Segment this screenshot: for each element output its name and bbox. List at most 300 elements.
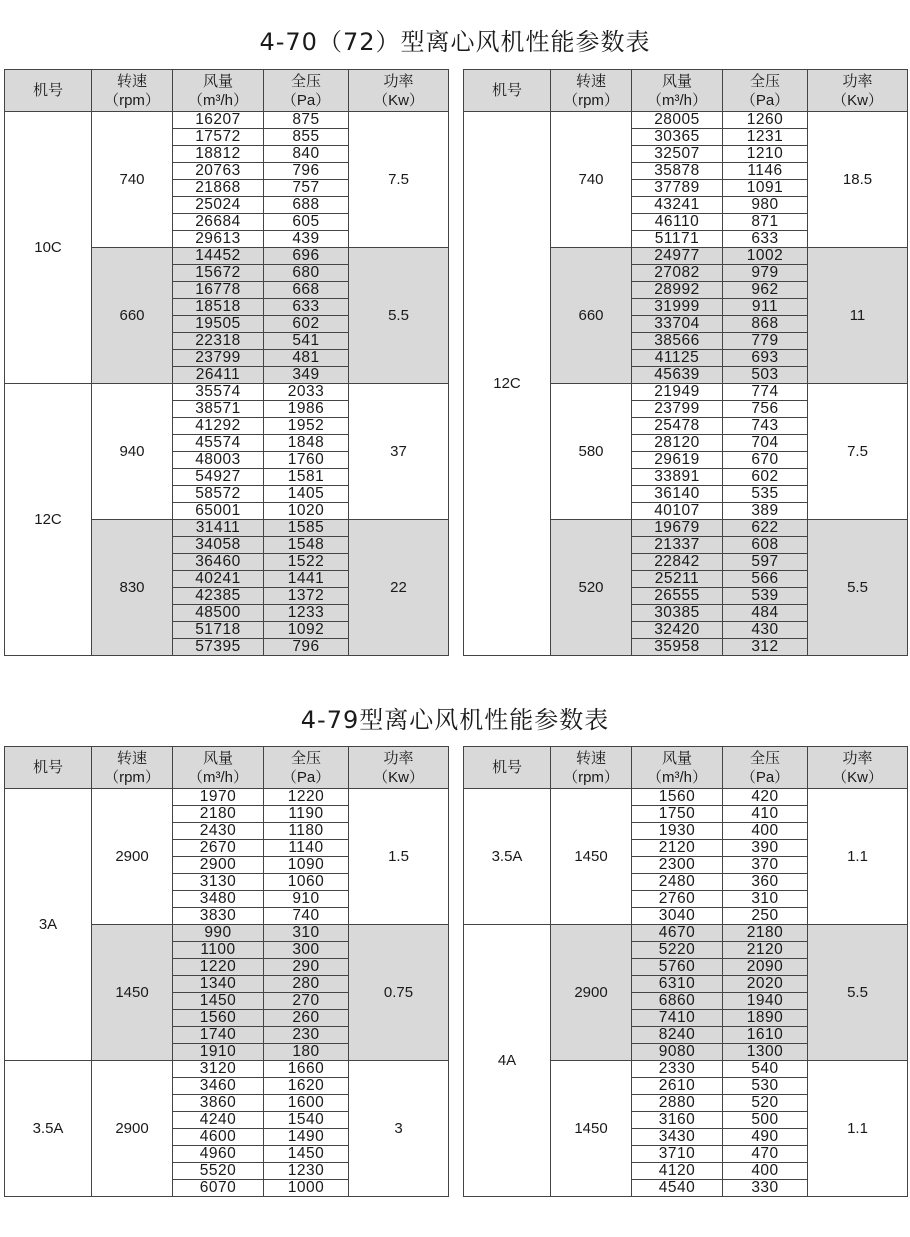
flow-cell: 16778 — [173, 282, 264, 299]
power-cell: 7.5 — [349, 112, 449, 248]
header-power-label: 功率 — [383, 72, 414, 90]
pressure-cell: 1522 — [264, 554, 349, 571]
flow-cell: 1930 — [632, 823, 723, 840]
power-cell: 1.5 — [349, 789, 449, 925]
flow-cell: 23799 — [173, 350, 264, 367]
flow-cell: 2180 — [173, 806, 264, 823]
pressure-cell: 670 — [723, 452, 808, 469]
power-cell: 5.5 — [808, 520, 908, 656]
flow-cell: 990 — [173, 925, 264, 942]
flow-cell: 31411 — [173, 520, 264, 537]
speed-cell: 2900 — [92, 1061, 173, 1197]
pressure-cell: 1000 — [264, 1180, 349, 1197]
model-cell: 4A — [464, 925, 551, 1197]
flow-cell: 40107 — [632, 503, 723, 520]
header-flow — [173, 70, 264, 112]
flow-cell: 48003 — [173, 452, 264, 469]
pressure-cell: 1450 — [264, 1146, 349, 1163]
flow-cell: 21949 — [632, 384, 723, 401]
flow-cell: 2330 — [632, 1061, 723, 1078]
table-row — [5, 1061, 449, 1078]
pressure-cell: 779 — [723, 333, 808, 350]
speed-cell: 1450 — [551, 789, 632, 925]
flow-cell: 35574 — [173, 384, 264, 401]
header-flow-label: 风量 — [661, 749, 692, 767]
header-power — [349, 70, 449, 112]
flow-cell: 3130 — [173, 874, 264, 891]
flow-cell: 2670 — [173, 840, 264, 857]
table-title-4-70: 4-70（72）型离心风机性能参数表 — [259, 28, 651, 56]
flow-cell: 29613 — [173, 231, 264, 248]
header-pressure — [723, 70, 808, 112]
header-row — [464, 747, 908, 789]
flow-cell: 46110 — [632, 214, 723, 231]
pressure-cell: 774 — [723, 384, 808, 401]
pressure-cell: 370 — [723, 857, 808, 874]
header-flow-label: 风量 — [661, 72, 692, 90]
header-power — [808, 747, 908, 789]
header-power-unit: （Kw） — [373, 768, 424, 786]
header-flow-label: 风量 — [202, 72, 233, 90]
pressure-cell: 979 — [723, 265, 808, 282]
flow-cell: 2880 — [632, 1095, 723, 1112]
flow-cell: 3160 — [632, 1112, 723, 1129]
flow-cell: 3120 — [173, 1061, 264, 1078]
pressure-cell: 1091 — [723, 180, 808, 197]
speed-cell: 830 — [92, 520, 173, 656]
flow-cell: 3040 — [632, 908, 723, 925]
flow-cell: 1220 — [173, 959, 264, 976]
header-pressure-label: 全压 — [749, 72, 780, 90]
flow-cell: 23799 — [632, 401, 723, 418]
header-power-label: 功率 — [383, 749, 414, 767]
pressure-cell: 980 — [723, 197, 808, 214]
pressure-cell: 2020 — [723, 976, 808, 993]
flow-cell: 40241 — [173, 571, 264, 588]
header-flow-label: 风量 — [202, 749, 233, 767]
header-pressure-unit: （Pa） — [740, 768, 790, 786]
pressure-cell: 389 — [723, 503, 808, 520]
pressure-cell: 1548 — [264, 537, 349, 554]
pressure-cell: 290 — [264, 959, 349, 976]
flow-cell: 34058 — [173, 537, 264, 554]
flow-cell: 28120 — [632, 435, 723, 452]
pressure-cell: 608 — [723, 537, 808, 554]
flow-cell: 20763 — [173, 163, 264, 180]
header-model: 机号 — [464, 747, 551, 789]
table-row — [5, 384, 449, 401]
header-flow — [632, 747, 723, 789]
flow-cell: 54927 — [173, 469, 264, 486]
pressure-cell: 530 — [723, 1078, 808, 1095]
pressure-cell: 2180 — [723, 925, 808, 942]
pressure-cell: 280 — [264, 976, 349, 993]
header-speed — [551, 70, 632, 112]
pressure-cell: 260 — [264, 1010, 349, 1027]
header-row — [464, 70, 908, 112]
pressure-cell: 796 — [264, 163, 349, 180]
pressure-cell: 1060 — [264, 874, 349, 891]
model-cell: 10C — [5, 112, 92, 384]
pressure-cell: 1146 — [723, 163, 808, 180]
flow-cell: 1560 — [173, 1010, 264, 1027]
flow-cell: 57395 — [173, 639, 264, 656]
pressure-cell: 743 — [723, 418, 808, 435]
flow-cell: 25024 — [173, 197, 264, 214]
power-cell: 5.5 — [349, 248, 449, 384]
pressure-cell: 484 — [723, 605, 808, 622]
pressure-cell: 1140 — [264, 840, 349, 857]
pressure-cell: 1441 — [264, 571, 349, 588]
power-cell: 18.5 — [808, 112, 908, 248]
pressure-cell: 740 — [264, 908, 349, 925]
speed-cell: 2900 — [92, 789, 173, 925]
header-flow — [632, 70, 723, 112]
model-cell: 3A — [5, 789, 92, 1061]
pressure-cell: 535 — [723, 486, 808, 503]
flow-cell: 58572 — [173, 486, 264, 503]
flow-cell: 2760 — [632, 891, 723, 908]
flow-cell: 30365 — [632, 129, 723, 146]
pressure-cell: 1092 — [264, 622, 349, 639]
speed-cell: 520 — [551, 520, 632, 656]
header-speed-unit: （rpm） — [563, 768, 619, 786]
header-flow-unit: （m³/h） — [646, 91, 707, 109]
pressure-cell: 602 — [723, 469, 808, 486]
pressure-cell: 693 — [723, 350, 808, 367]
speed-cell: 2900 — [551, 925, 632, 1061]
flow-cell: 4670 — [632, 925, 723, 942]
pressure-cell: 1372 — [264, 588, 349, 605]
flow-cell: 41125 — [632, 350, 723, 367]
flow-cell: 4600 — [173, 1129, 264, 1146]
flow-cell: 48500 — [173, 605, 264, 622]
model-cell: 3.5A — [5, 1061, 92, 1197]
pressure-cell: 439 — [264, 231, 349, 248]
pressure-cell: 1940 — [723, 993, 808, 1010]
model-cell: 12C — [464, 112, 551, 656]
header-speed — [92, 747, 173, 789]
pressure-cell: 390 — [723, 840, 808, 857]
pressure-cell: 420 — [723, 789, 808, 806]
flow-cell: 32420 — [632, 622, 723, 639]
table-row — [464, 112, 908, 129]
performance-table-4-70-right — [463, 69, 908, 656]
pressure-cell: 312 — [723, 639, 808, 656]
flow-cell: 4120 — [632, 1163, 723, 1180]
speed-cell: 740 — [92, 112, 173, 248]
flow-cell: 43241 — [632, 197, 723, 214]
pressure-cell: 633 — [723, 231, 808, 248]
header-power — [349, 747, 449, 789]
flow-cell: 8240 — [632, 1027, 723, 1044]
flow-cell: 3430 — [632, 1129, 723, 1146]
header-power-unit: （Kw） — [373, 91, 424, 109]
pressure-cell: 430 — [723, 622, 808, 639]
header-pressure-unit: （Pa） — [740, 91, 790, 109]
pressure-cell: 668 — [264, 282, 349, 299]
pressure-cell: 1490 — [264, 1129, 349, 1146]
header-pressure-label: 全压 — [749, 749, 780, 767]
header-pressure — [264, 70, 349, 112]
header-speed-label: 转速 — [116, 72, 147, 90]
header-speed-label: 转速 — [116, 749, 147, 767]
pressure-cell: 1760 — [264, 452, 349, 469]
pressure-cell: 1620 — [264, 1078, 349, 1095]
header-flow — [173, 747, 264, 789]
speed-cell: 1450 — [92, 925, 173, 1061]
flow-cell: 3710 — [632, 1146, 723, 1163]
flow-cell: 42385 — [173, 588, 264, 605]
flow-cell: 36460 — [173, 554, 264, 571]
pressure-cell: 1233 — [264, 605, 349, 622]
pressure-cell: 270 — [264, 993, 349, 1010]
pressure-cell: 1585 — [264, 520, 349, 537]
pressure-cell: 1231 — [723, 129, 808, 146]
flow-cell: 2120 — [632, 840, 723, 857]
flow-cell: 3480 — [173, 891, 264, 908]
power-cell: 1.1 — [808, 789, 908, 925]
flow-cell: 4960 — [173, 1146, 264, 1163]
flow-cell: 1740 — [173, 1027, 264, 1044]
flow-cell: 28005 — [632, 112, 723, 129]
flow-cell: 2480 — [632, 874, 723, 891]
pressure-cell: 868 — [723, 316, 808, 333]
pressure-cell: 855 — [264, 129, 349, 146]
pressure-cell: 840 — [264, 146, 349, 163]
pressure-cell: 400 — [723, 823, 808, 840]
performance-table-4-79-right — [463, 746, 908, 1197]
table-row — [5, 789, 449, 806]
flow-cell: 6070 — [173, 1180, 264, 1197]
flow-cell: 1750 — [632, 806, 723, 823]
flow-cell: 22842 — [632, 554, 723, 571]
flow-cell: 32507 — [632, 146, 723, 163]
header-power-label: 功率 — [842, 749, 873, 767]
model-cell: 3.5A — [464, 789, 551, 925]
pressure-cell: 310 — [264, 925, 349, 942]
flow-cell: 6310 — [632, 976, 723, 993]
pressure-cell: 2120 — [723, 942, 808, 959]
header-model: 机号 — [5, 747, 92, 789]
flow-cell: 5220 — [632, 942, 723, 959]
header-speed — [92, 70, 173, 112]
flow-cell: 25478 — [632, 418, 723, 435]
header-power — [808, 70, 908, 112]
flow-cell: 14452 — [173, 248, 264, 265]
flow-cell: 31999 — [632, 299, 723, 316]
header-power-unit: （Kw） — [832, 91, 883, 109]
pressure-cell: 1002 — [723, 248, 808, 265]
flow-cell: 1910 — [173, 1044, 264, 1061]
flow-cell: 45574 — [173, 435, 264, 452]
pressure-cell: 602 — [264, 316, 349, 333]
pressure-cell: 520 — [723, 1095, 808, 1112]
header-speed-label: 转速 — [575, 72, 606, 90]
pressure-cell: 300 — [264, 942, 349, 959]
pressure-cell: 633 — [264, 299, 349, 316]
header-pressure-label: 全压 — [290, 749, 321, 767]
flow-cell: 35878 — [632, 163, 723, 180]
table-row — [464, 925, 908, 942]
pressure-cell: 756 — [723, 401, 808, 418]
header-model: 机号 — [5, 70, 92, 112]
pressure-cell: 180 — [264, 1044, 349, 1061]
header-pressure-label: 全压 — [290, 72, 321, 90]
flow-cell: 3860 — [173, 1095, 264, 1112]
pressure-cell: 230 — [264, 1027, 349, 1044]
pressure-cell: 400 — [723, 1163, 808, 1180]
flow-cell: 26411 — [173, 367, 264, 384]
flow-cell: 26684 — [173, 214, 264, 231]
pressure-cell: 410 — [723, 806, 808, 823]
pressure-cell: 1220 — [264, 789, 349, 806]
pressure-cell: 680 — [264, 265, 349, 282]
header-power-unit: （Kw） — [832, 768, 883, 786]
pressure-cell: 1210 — [723, 146, 808, 163]
flow-cell: 1560 — [632, 789, 723, 806]
flow-cell: 5520 — [173, 1163, 264, 1180]
header-pressure — [264, 747, 349, 789]
pressure-cell: 2090 — [723, 959, 808, 976]
flow-cell: 51171 — [632, 231, 723, 248]
header-speed-unit: （rpm） — [104, 768, 160, 786]
flow-cell: 51718 — [173, 622, 264, 639]
pressure-cell: 875 — [264, 112, 349, 129]
speed-cell: 940 — [92, 384, 173, 520]
pressure-cell: 1986 — [264, 401, 349, 418]
flow-cell: 19679 — [632, 520, 723, 537]
header-flow-unit: （m³/h） — [187, 768, 248, 786]
flow-cell: 41292 — [173, 418, 264, 435]
flow-cell: 36140 — [632, 486, 723, 503]
flow-cell: 2300 — [632, 857, 723, 874]
power-cell: 1.1 — [808, 1061, 908, 1197]
pressure-cell: 911 — [723, 299, 808, 316]
flow-cell: 17572 — [173, 129, 264, 146]
flow-cell: 26555 — [632, 588, 723, 605]
pressure-cell: 704 — [723, 435, 808, 452]
speed-cell: 740 — [551, 112, 632, 248]
flow-cell: 18518 — [173, 299, 264, 316]
flow-cell: 22318 — [173, 333, 264, 350]
pressure-cell: 1405 — [264, 486, 349, 503]
header-speed-unit: （rpm） — [563, 91, 619, 109]
power-cell: 22 — [349, 520, 449, 656]
table-row — [464, 789, 908, 806]
model-cell: 12C — [5, 384, 92, 656]
flow-cell: 1100 — [173, 942, 264, 959]
pressure-cell: 349 — [264, 367, 349, 384]
flow-cell: 1450 — [173, 993, 264, 1010]
pressure-cell: 541 — [264, 333, 349, 350]
pressure-cell: 2033 — [264, 384, 349, 401]
pressure-cell: 1180 — [264, 823, 349, 840]
header-speed — [551, 747, 632, 789]
pressure-cell: 1848 — [264, 435, 349, 452]
flow-cell: 45639 — [632, 367, 723, 384]
flow-cell: 2900 — [173, 857, 264, 874]
power-cell: 3 — [349, 1061, 449, 1197]
pressure-cell: 500 — [723, 1112, 808, 1129]
flow-cell: 9080 — [632, 1044, 723, 1061]
flow-cell: 19505 — [173, 316, 264, 333]
pressure-cell: 470 — [723, 1146, 808, 1163]
flow-cell: 21868 — [173, 180, 264, 197]
header-speed-unit: （rpm） — [104, 91, 160, 109]
flow-cell: 37789 — [632, 180, 723, 197]
speed-cell: 660 — [92, 248, 173, 384]
pressure-cell: 1660 — [264, 1061, 349, 1078]
pressure-cell: 360 — [723, 874, 808, 891]
flow-cell: 38571 — [173, 401, 264, 418]
pressure-cell: 796 — [264, 639, 349, 656]
flow-cell: 35958 — [632, 639, 723, 656]
header-speed-label: 转速 — [575, 749, 606, 767]
flow-cell: 6860 — [632, 993, 723, 1010]
header-flow-unit: （m³/h） — [646, 768, 707, 786]
pressure-cell: 1020 — [264, 503, 349, 520]
pressure-cell: 1581 — [264, 469, 349, 486]
pressure-cell: 597 — [723, 554, 808, 571]
pressure-cell: 481 — [264, 350, 349, 367]
pressure-cell: 1540 — [264, 1112, 349, 1129]
performance-table-4-70-left — [4, 69, 449, 656]
flow-cell: 15672 — [173, 265, 264, 282]
pressure-cell: 250 — [723, 908, 808, 925]
pressure-cell: 490 — [723, 1129, 808, 1146]
flow-cell: 38566 — [632, 333, 723, 350]
table-row — [5, 112, 449, 129]
header-row — [5, 70, 449, 112]
power-cell: 37 — [349, 384, 449, 520]
flow-cell: 28992 — [632, 282, 723, 299]
pressure-cell: 1260 — [723, 112, 808, 129]
pressure-cell: 910 — [264, 891, 349, 908]
speed-cell: 660 — [551, 248, 632, 384]
pressure-cell: 622 — [723, 520, 808, 537]
pressure-cell: 1890 — [723, 1010, 808, 1027]
pressure-cell: 1190 — [264, 806, 349, 823]
header-pressure-unit: （Pa） — [281, 91, 331, 109]
flow-cell: 7410 — [632, 1010, 723, 1027]
power-cell: 0.75 — [349, 925, 449, 1061]
speed-cell: 580 — [551, 384, 632, 520]
flow-cell: 5760 — [632, 959, 723, 976]
flow-cell: 1970 — [173, 789, 264, 806]
pressure-cell: 688 — [264, 197, 349, 214]
header-pressure-unit: （Pa） — [281, 768, 331, 786]
flow-cell: 29619 — [632, 452, 723, 469]
pressure-cell: 1952 — [264, 418, 349, 435]
flow-cell: 4240 — [173, 1112, 264, 1129]
flow-cell: 1340 — [173, 976, 264, 993]
flow-cell: 25211 — [632, 571, 723, 588]
pressure-cell: 962 — [723, 282, 808, 299]
pressure-cell: 330 — [723, 1180, 808, 1197]
flow-cell: 21337 — [632, 537, 723, 554]
flow-cell: 33891 — [632, 469, 723, 486]
flow-cell: 24977 — [632, 248, 723, 265]
pressure-cell: 1090 — [264, 857, 349, 874]
pressure-cell: 696 — [264, 248, 349, 265]
speed-cell: 1450 — [551, 1061, 632, 1197]
pressure-cell: 757 — [264, 180, 349, 197]
flow-cell: 27082 — [632, 265, 723, 282]
pressure-cell: 1230 — [264, 1163, 349, 1180]
power-cell: 5.5 — [808, 925, 908, 1061]
flow-cell: 16207 — [173, 112, 264, 129]
